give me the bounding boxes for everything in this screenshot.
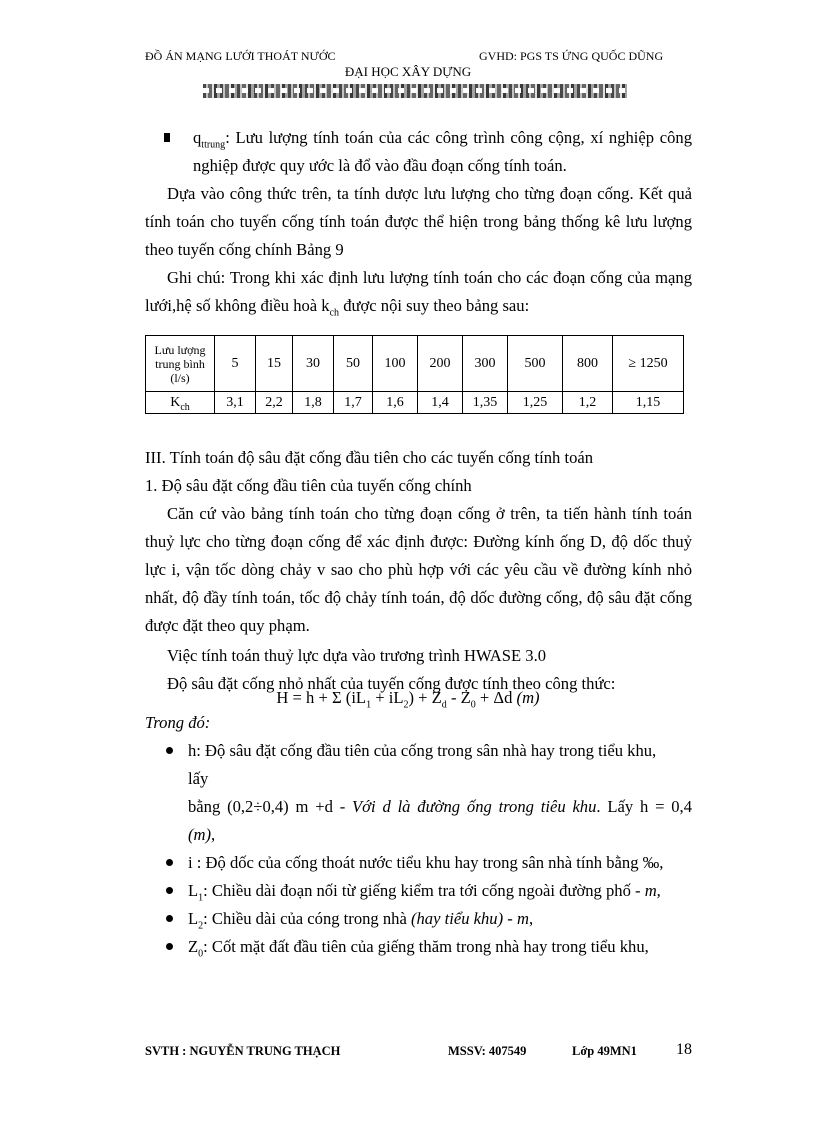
table-cell: 1,35: [463, 392, 508, 414]
bullet-dot-icon: [166, 943, 173, 950]
table-cell: 5: [215, 336, 256, 392]
section-heading: III. Tính toán độ sâu đặt cống đầu tiên cho các tuyến cống tính toán: [145, 448, 594, 467]
table-cell: 1,25: [508, 392, 563, 414]
table-cell: 1,7: [334, 392, 373, 414]
table-cell: 500: [508, 336, 563, 392]
table-cell: 3,1: [215, 392, 256, 414]
table-cell: 30: [293, 336, 334, 392]
footer-mssv: MSSV: 407549: [448, 1044, 527, 1058]
list-item-l1: $L_1$: Chiều dài đoạn nối từ giếng kiểm tra tới cống ngoài đường phố - m,: [164, 877, 692, 905]
depth-formula: H = h + Σ $(iL_1 + iL_2) + Z_d - Z_0 + \Delta d$ (m): [276, 688, 540, 711]
table-cell: 50: [334, 336, 373, 392]
section-subheading: 1. Độ sâu đặt cống đầu tiên của tuyến cống chính: [145, 476, 472, 495]
table-cell: 2,2: [256, 392, 293, 414]
header-center: ĐẠI HỌC XÂY DỰNG: [344, 64, 472, 79]
kch-table: [145, 335, 684, 414]
table-cell: 15: [256, 336, 293, 392]
header-left: ĐỒ ÁN MẠNG LƯỚI THOÁT NƯỚC: [145, 49, 336, 63]
q-ttrung-bullet: $q_{ttrung}$: Lưu lượng tính toán của các công trình công cộng, xí nghiệp công nghiệp được quy ước là đổ vào đầu đoạn cống tính toán.: [164, 124, 692, 180]
table-row-flow: [146, 336, 684, 392]
table-cell-label: Lưu lượng trung bình (l/s): [146, 336, 215, 392]
header-decorative-band-overlay: [203, 88, 627, 93]
table-cell: 100: [373, 336, 418, 392]
footer-class: Lớp 49MN1: [572, 1044, 637, 1058]
paragraph-formula-intro: Độ sâu đặt cống nhỏ nhất của tuyến cống được tính theo công thức:: [167, 674, 616, 693]
bullet-dot-icon: [166, 915, 173, 922]
table-cell: 800: [563, 336, 613, 392]
table-row-kch: [146, 392, 684, 414]
list-item-l2: $L_2$: Chiều dài của cóng trong nhà (hay tiểu khu) - m,: [164, 905, 692, 933]
table-cell: 1,4: [418, 392, 463, 414]
table-cell: 1,8: [293, 392, 334, 414]
list-item-i: i : Độ dốc của cống thoát nước tiểu khu hay trong sân nhà tính bằng ‰,: [164, 849, 692, 877]
square-bullet-icon: [164, 133, 170, 142]
paragraph-note: Ghi chú: Trong khi xác định lưu lượng tính toán cho các đoạn cống của mạng lưới,hệ số không điều hoà $k_{ch}$ được nội suy theo bảng sau:: [145, 268, 692, 319]
intro-paragraphs: [145, 180, 692, 320]
list-item-h: h: Độ sâu đặt cống đầu tiên của cống trong sân nhà hay trong tiểu khu, lấy bằng (0,2÷0,4) m +d - Với d là đường ống trong tiêu khu. Lấy h = 0,4 (m),: [164, 737, 692, 849]
bullet-dot-icon: [166, 859, 173, 866]
list-item-z0: $Z_0$: Cốt mặt đất đầu tiên của giếng thăm trong nhà hay trong tiểu khu,: [164, 933, 692, 961]
paragraph-program: Việc tính toán thuỷ lực dựa vào trương trình HWASE 3.0: [167, 646, 547, 665]
table-cell-label: $K_{ch}$: [146, 392, 215, 414]
paragraph-result: Dựa vào công thức trên, ta tính dược lưu lượng cho từng đoạn cống. Kết quả tính toán cho tuyến cống tính toán được thể hiện trong bảng thống kê lưu lượng theo tuyến cống chính Bảng 9: [145, 184, 692, 259]
paragraph-hydraulic: Căn cứ vào bảng tính toán cho từng đoạn cống ở trên, ta tiến hành tính toán thuỷ lực cho từng đoạn cống để xác định được: Đường kính ống D, độ dốc thuỷ lực i, vận tốc dòng chảy v sao cho phù hợp với các yêu cầu về đường kính nhỏ nhất, độ đầy tính toán, tốc độ chảy tính toán, độ dốc đường cống, độ sâu đặt cống được đặt theo quy phạm.: [145, 504, 692, 635]
bullet-dot-icon: [166, 747, 173, 754]
table-cell: ≥ 1250: [613, 336, 684, 392]
bullet-dot-icon: [166, 887, 173, 894]
table-cell: 1,6: [373, 392, 418, 414]
section-iii: [145, 444, 692, 698]
trong-do-label: Trong đó:: [145, 713, 211, 732]
page-number: 18: [676, 1041, 692, 1058]
table-cell: 1,15: [613, 392, 684, 414]
table-cell: 300: [463, 336, 508, 392]
table-cell: 1,2: [563, 392, 613, 414]
header-right: GVHD: PGS TS ỨNG QUỐC DŨNG: [479, 49, 664, 63]
variable-list: [164, 737, 692, 961]
table-cell: 200: [418, 336, 463, 392]
footer-student: SVTH : NGUYỄN TRUNG THẠCH: [145, 1044, 341, 1058]
